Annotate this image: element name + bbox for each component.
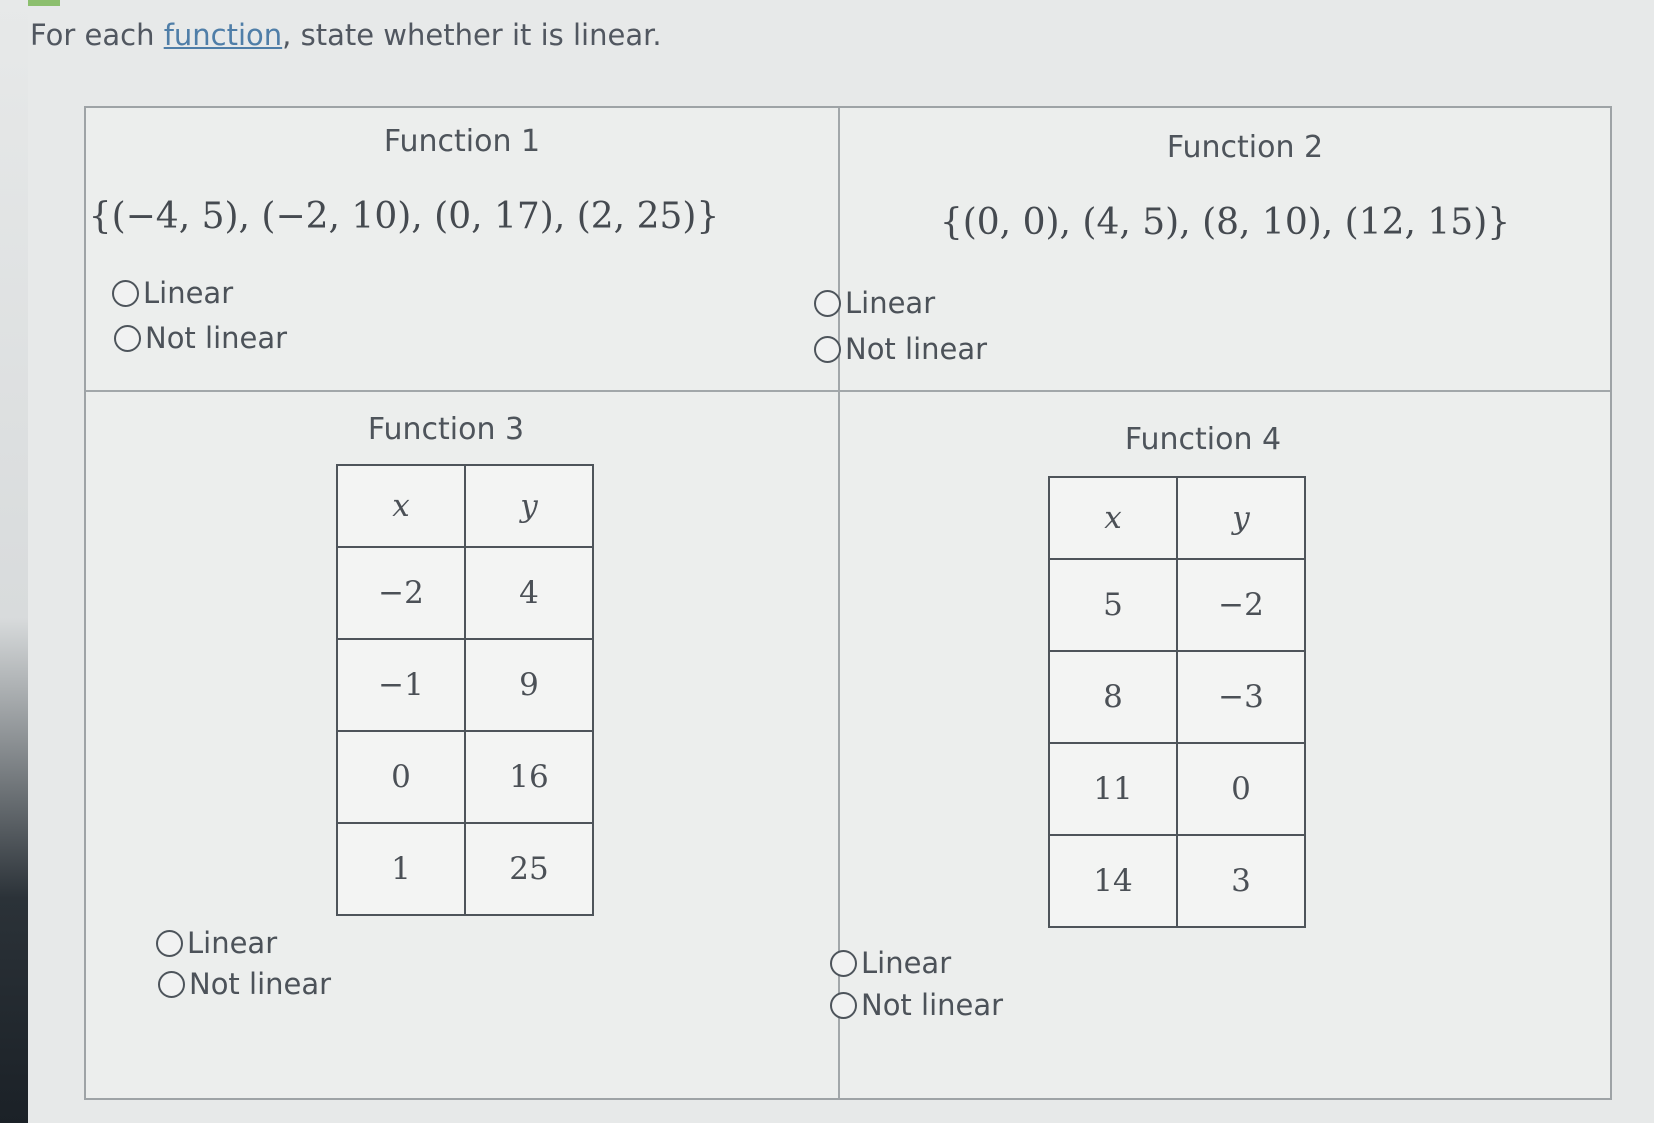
y-header: y: [465, 465, 593, 547]
function-2-cell: [840, 108, 1610, 390]
option-label: Not linear: [845, 332, 988, 366]
function-1-title: Function 1: [383, 124, 541, 159]
radio-button[interactable]: [114, 325, 141, 352]
radio-button[interactable]: [814, 290, 841, 317]
instructions-suffix: , state whether it is linear.: [282, 18, 662, 52]
function-4-not-linear-option[interactable]: [830, 988, 1003, 1022]
x-header: x: [337, 465, 465, 547]
table-row: [337, 823, 593, 915]
function-1-not-linear-option[interactable]: [114, 321, 287, 355]
x-header: x: [1049, 477, 1177, 559]
option-label: Not linear: [189, 967, 332, 1001]
function-3-not-linear-option[interactable]: [158, 967, 331, 1001]
radio-button[interactable]: [830, 950, 857, 977]
function-4-table: [1048, 476, 1306, 928]
function-4-title: Function 4: [1124, 422, 1282, 457]
radio-button[interactable]: [814, 336, 841, 363]
option-label: Linear: [187, 926, 278, 960]
function-4-cell: [840, 392, 1610, 1098]
y-cell: 3: [1177, 835, 1305, 927]
function-3-table: [336, 464, 594, 916]
radio-button[interactable]: [112, 280, 139, 307]
x-cell: 14: [1049, 835, 1177, 927]
y-cell: 9: [465, 639, 593, 731]
function-2-not-linear-option[interactable]: [814, 332, 987, 366]
function-4-linear-option[interactable]: [830, 946, 951, 980]
radio-button[interactable]: [830, 992, 857, 1019]
option-label: Linear: [861, 946, 952, 980]
y-cell: −3: [1177, 651, 1305, 743]
function-3-title: Function 3: [367, 412, 525, 447]
option-label: Linear: [143, 276, 234, 310]
table-row: [1049, 743, 1305, 835]
x-cell: 11: [1049, 743, 1177, 835]
radio-button[interactable]: [156, 930, 183, 957]
option-label: Not linear: [145, 321, 288, 355]
x-cell: 8: [1049, 651, 1177, 743]
function-2-title: Function 2: [1166, 130, 1324, 165]
table-header-row: [1049, 477, 1305, 559]
x-cell: −1: [337, 639, 465, 731]
table-row: [1049, 835, 1305, 927]
y-cell: 0: [1177, 743, 1305, 835]
table-row: [1049, 651, 1305, 743]
function-2-linear-option[interactable]: [814, 286, 935, 320]
table-row: [337, 639, 593, 731]
option-label: Not linear: [861, 988, 1004, 1022]
x-cell: −2: [337, 547, 465, 639]
table-row: [337, 547, 593, 639]
y-header: y: [1177, 477, 1305, 559]
table-row: [1049, 559, 1305, 651]
function-link[interactable]: function: [163, 18, 283, 52]
radio-button[interactable]: [158, 971, 185, 998]
function-2-set: {(0, 0), (4, 5), (8, 10), (12, 15)}: [939, 202, 1511, 243]
table-row: [337, 731, 593, 823]
x-cell: 5: [1049, 559, 1177, 651]
function-3-linear-option[interactable]: [156, 926, 277, 960]
table-header-row: [337, 465, 593, 547]
option-label: Linear: [845, 286, 936, 320]
functions-grid: [84, 106, 1612, 1100]
function-3-cell: [86, 392, 838, 1098]
y-cell: 16: [465, 731, 593, 823]
y-cell: 25: [465, 823, 593, 915]
function-1-linear-option[interactable]: [112, 276, 233, 310]
function-1-cell: [86, 108, 838, 390]
y-cell: 4: [465, 547, 593, 639]
x-cell: 0: [337, 731, 465, 823]
y-cell: −2: [1177, 559, 1305, 651]
x-cell: 1: [337, 823, 465, 915]
function-1-set: {(−4, 5), (−2, 10), (0, 17), (2, 25)}: [88, 196, 720, 237]
left-edge-shadow: [0, 0, 28, 1123]
instructions: [30, 18, 662, 52]
instructions-prefix: For each: [30, 18, 164, 52]
